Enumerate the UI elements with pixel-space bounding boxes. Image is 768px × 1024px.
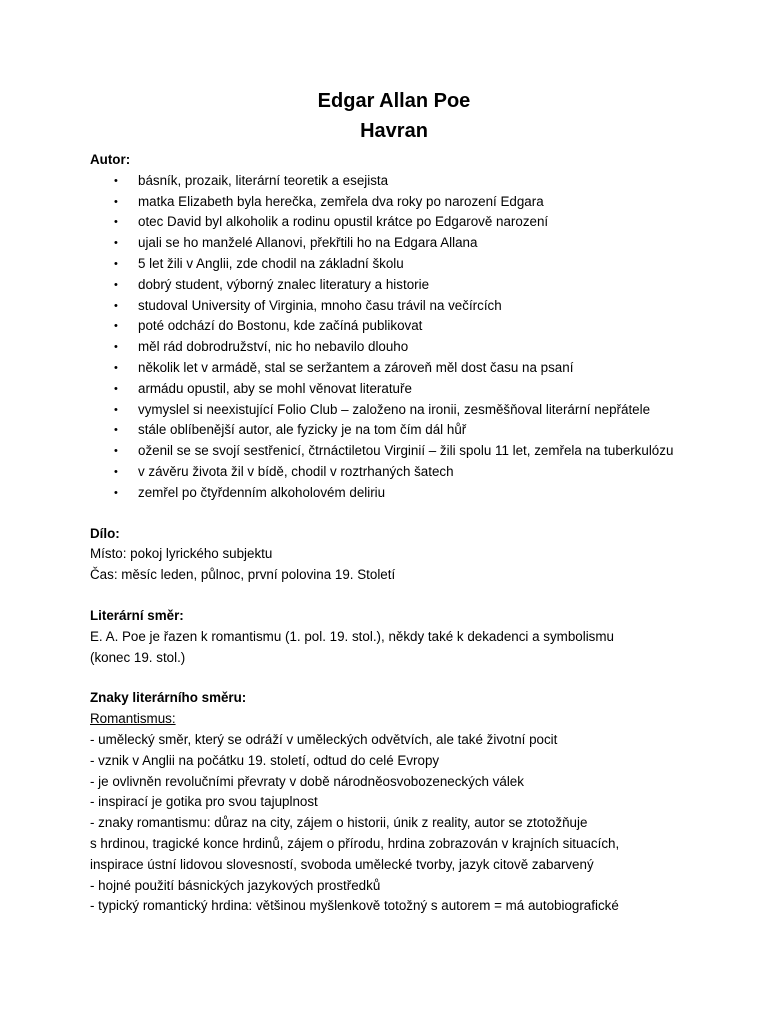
author-bullet-item <box>90 316 690 337</box>
romanticism-lines <box>90 730 690 917</box>
author-bullet-item <box>90 337 690 358</box>
romanticism-line: - znaky romantismu: důraz na city, zájem o historii, únik z reality, autor se ztotožňuje <box>90 815 588 831</box>
bullet-icon: • <box>114 382 118 395</box>
work-place: Místo: pokoj lyrického subjektu <box>90 546 273 562</box>
romanticism-line: inspirace ústní lidovou slovesností, svoboda umělecké tvorby, jazyk citově zabarvený <box>90 856 594 872</box>
section-gap <box>90 504 690 524</box>
romanticism-line: - hojné použití básnických jazykových prostředků <box>90 877 381 893</box>
author-bullet-text: básník, prozaik, literární teoretik a esejista <box>138 172 389 188</box>
section-gap <box>90 668 690 688</box>
romanticism-line: - je ovlivněn revolučními převraty v době národněosvobozeneckých válek <box>90 773 524 789</box>
author-bullet-text: vymyslel si neexistující Folio Club – založeno na ironii, zesměšňoval literární nepřátele <box>138 401 651 417</box>
author-bullet-item <box>90 254 690 275</box>
bullet-icon: • <box>114 465 118 478</box>
section-gap <box>90 586 690 606</box>
author-bullet-item <box>90 358 690 379</box>
author-bullet-item <box>90 462 690 483</box>
bullet-icon: • <box>114 195 118 208</box>
document-subtitle: Havran <box>360 120 428 142</box>
author-bullet-item <box>90 441 690 462</box>
author-bullet-text: měl rád dobrodružství, nic ho nebavilo dlouho <box>138 339 409 355</box>
romanticism-line: - vznik v Anglii na počátku 19. století, odtud do celé Evropy <box>90 752 440 768</box>
author-bullet-text: zemřel po čtyřdenním alkoholovém deliriu <box>138 484 386 500</box>
bullet-icon: • <box>114 299 118 312</box>
author-bullet-item <box>90 212 690 233</box>
movement-line-2: (konec 19. stol.) <box>90 649 186 665</box>
author-bullet-text: otec David byl alkoholik a rodinu opustil krátce po Edgarově narození <box>138 214 549 230</box>
movement-line-1: E. A. Poe je řazen k romantismu (1. pol. 19. stol.), někdy také k dekadenci a symbolismu <box>90 628 614 644</box>
romanticism-line: - typický romantický hrdina: většinou myšlenkově totožný s autorem = má autobiografické <box>90 898 619 914</box>
author-bullet-text: ujali se ho manželé Allanovi, překřtili ho na Edgara Allana <box>138 235 478 251</box>
romanticism-line: - inspirací je gotika pro svou tajuplnost <box>90 794 318 810</box>
bullet-icon: • <box>114 278 118 291</box>
author-bullet-text: studoval University of Virginia, mnoho času trávil na večírcích <box>138 297 502 313</box>
bullet-icon: • <box>114 486 118 499</box>
movement-heading: Literární směr: <box>90 607 184 623</box>
author-bullet-text: oženil se se svojí sestřenicí, čtrnáctiletou Virginií – žili spolu 11 let, zemřela na tuberkulózu <box>138 443 674 459</box>
author-bullet-list <box>90 171 690 504</box>
document-title: Edgar Allan Poe <box>317 90 471 112</box>
author-bullet-text: armádu opustil, aby se mohl věnovat literatuře <box>138 380 412 396</box>
bullet-icon: • <box>114 257 118 270</box>
author-bullet-text: několik let v armádě, stal se seržantem a zároveň měl dost času na psaní <box>138 359 574 375</box>
author-bullet-item <box>90 400 690 421</box>
bullet-icon: • <box>114 216 118 229</box>
author-bullet-item <box>90 192 690 213</box>
author-heading: Autor: <box>90 152 131 167</box>
bullet-icon: • <box>114 237 118 250</box>
romanticism-line: s hrdinou, tragické konce hrdinů, zájem o přírodu, hrdina zobrazován v krajních situacích, <box>90 835 620 851</box>
author-bullet-text: matka Elizabeth byla herečka, zemřela dva roky po narození Edgara <box>138 193 544 209</box>
romanticism-subheading: Romantismus: <box>90 711 176 727</box>
signs-heading: Znaky literárního směru: <box>90 690 247 706</box>
author-bullet-text: poté odchází do Bostonu, kde začíná publikovat <box>138 318 423 334</box>
bullet-icon: • <box>114 403 118 416</box>
bullet-icon: • <box>114 445 118 458</box>
author-bullet-item <box>90 171 690 192</box>
bullet-icon: • <box>114 341 118 354</box>
author-bullet-item <box>90 233 690 254</box>
work-heading: Dílo: <box>90 525 120 541</box>
bullet-icon: • <box>114 174 118 187</box>
author-bullet-text: dobrý student, výborný znalec literatury a historie <box>138 276 430 292</box>
author-bullet-text: 5 let žili v Anglii, zde chodil na základní školu <box>138 255 404 271</box>
bullet-icon: • <box>114 361 118 374</box>
author-bullet-item <box>90 379 690 400</box>
author-bullet-text: stále oblíbenější autor, ale fyzicky je na tom čím dál hůř <box>138 422 467 438</box>
bullet-icon: • <box>114 424 118 437</box>
romanticism-line: - umělecký směr, který se odráží v uměleckých odvětvích, ale také životní pocit <box>90 731 558 747</box>
bullet-icon: • <box>114 320 118 333</box>
author-bullet-item <box>90 483 690 504</box>
author-bullet-item <box>90 275 690 296</box>
author-bullet-item <box>90 420 690 441</box>
author-bullet-text: v závěru života žil v bídě, chodil v roztrhaných šatech <box>138 463 454 479</box>
work-time: Čas: měsíc leden, půlnoc, první polovina 19. Století <box>90 567 396 583</box>
author-bullet-item <box>90 296 690 317</box>
document-page <box>90 88 690 917</box>
